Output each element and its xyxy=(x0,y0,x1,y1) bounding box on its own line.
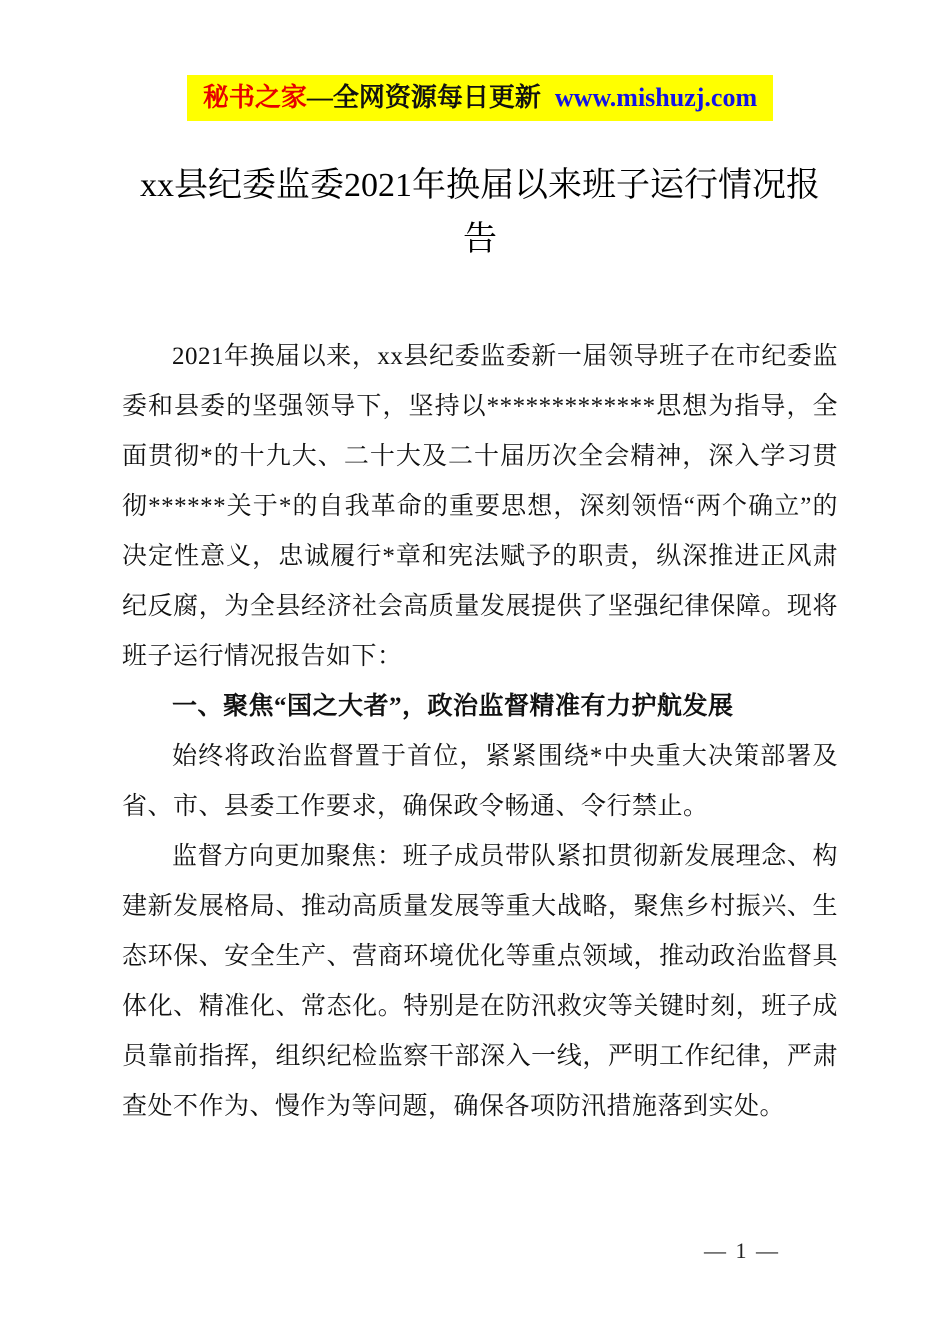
banner-url-link[interactable]: www.mishuzj.com xyxy=(554,83,758,112)
paragraph-supervision-focus: 监督方向更加聚焦：班子成员带队紧扣贯彻新发展理念、构建新发展格局、推动高质量发展等重大战略，聚焦乡村振兴、生态环保、安全生产、营商环境优化等重点领域，推动政治监督具体化、精准化、常态化。特别是在防汛救灾等关键时刻，班子成员靠前指挥，组织纪检监察干部深入一线，严明工作纪律，严肃查处不作为、慢作为等问题，确保各项防汛措施落到实处。 xyxy=(122,842,838,1120)
paragraph-political-supervision: 始终将政治监督置于首位，紧紧围绕*中央重大决策部署及省、市、县委工作要求，确保政令畅通、令行禁止。 xyxy=(122,742,838,820)
document-body xyxy=(122,332,838,1132)
site-banner xyxy=(122,75,838,121)
document-title: xx县纪委监委2021年换届以来班子运行情况报告 xyxy=(140,166,820,259)
page-number: — 1 — xyxy=(704,1238,780,1263)
banner-highlight xyxy=(187,75,773,121)
section-heading-1: 一、聚焦“国之大者”，政治监督精准有力护航发展 xyxy=(172,692,734,720)
banner-brand: 秘书之家 xyxy=(202,83,307,112)
banner-tagline: 全网资源每日更新 xyxy=(332,83,541,112)
paragraph-opening: 2021年换届以来，xx县纪委监委新一届领导班子在市纪委监委和县委的坚强领导下，坚持以*************思想为指导，全面贯彻*的十九大、二十大及二十届历次全会精神，深入学习贯彻******关于*的自我革命的重要思想，深刻领悟“两个确立”的决定性意义，忠诚履行*章和宪法赋予的职责，纵深推进正风肃纪反腐，为全县经济社会高质量发展提供了坚强纪律保障。现将班子运行情况报告如下： xyxy=(122,342,838,670)
banner-separator: — xyxy=(306,83,333,112)
